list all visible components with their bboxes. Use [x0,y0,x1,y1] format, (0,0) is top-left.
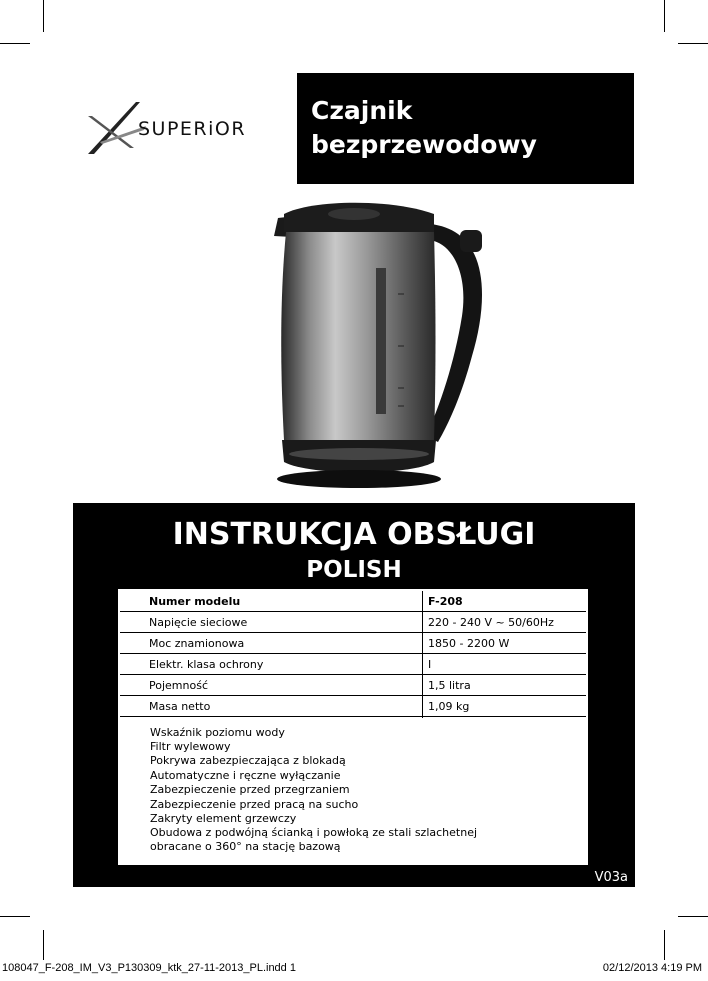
spec-label: Pojemność [149,679,208,692]
product-title-box [297,73,634,184]
table-row [120,633,586,654]
spec-value: 220 - 240 V ~ 50/60Hz [428,616,554,629]
feature-item: Zakryty element grzewczy [150,812,297,825]
table-row [120,654,586,675]
feature-item: Pokrywa zabezpieczająca z blokadą [150,754,346,767]
crop-mark [678,43,708,44]
product-title-line-2: bezprzewodowy [311,130,537,159]
feature-item: Automatyczne i ręczne wyłączanie [150,769,341,782]
version-label: V03a [594,870,628,885]
crop-mark [664,930,665,960]
spec-value: I [428,658,432,671]
spec-panel [73,503,635,887]
spec-label: Moc znamionowa [149,637,245,650]
table-row [120,675,586,696]
crop-mark [664,0,665,32]
table-row [120,612,586,633]
feature-item: Zabezpieczenie przed pracą na sucho [150,798,359,811]
spec-label: Napięcie sieciowe [149,616,248,629]
spec-value: 1850 - 2200 W [428,637,510,650]
spec-value: 1,09 kg [428,700,470,713]
kettle-image [250,196,490,494]
spec-value: 1,5 litra [428,679,471,692]
manual-language: POLISH [306,557,402,583]
product-title-line-1: Czajnik [311,96,413,125]
print-file-name: 108047_F-208_IM_V3_P130309_ktk_27-11-2013_PL.indd 1 [2,962,296,974]
crop-mark [43,930,44,960]
spec-label: Elektr. klasa ochrony [149,658,264,671]
feature-item: Filtr wylewowy [150,740,231,753]
brand-name: SUPERiOR [138,118,247,140]
spec-value: F-208 [428,595,463,608]
feature-item: Wskaźnik poziomu wody [150,726,285,739]
manual-title: INSTRUKCJA OBSŁUGI [172,517,536,552]
spec-label: Masa netto [149,700,211,713]
brand-x-icon [86,98,146,160]
crop-mark [678,916,708,917]
table-row [120,591,586,612]
feature-item: Zabezpieczenie przed przegrzaniem [150,783,350,796]
table-row [120,696,586,717]
print-date: 02/12/2013 4:19 PM [602,962,702,974]
spec-table [118,589,588,865]
feature-item: obracane o 360° na stację bazową [150,840,341,853]
spec-label: Numer modelu [149,595,241,608]
feature-item: Obudowa z podwójną ścianką i powłoką ze stali szlachetnej [150,826,478,839]
brand-logo [86,98,291,160]
crop-mark [0,43,30,44]
crop-mark [0,916,30,917]
crop-mark [43,0,44,32]
